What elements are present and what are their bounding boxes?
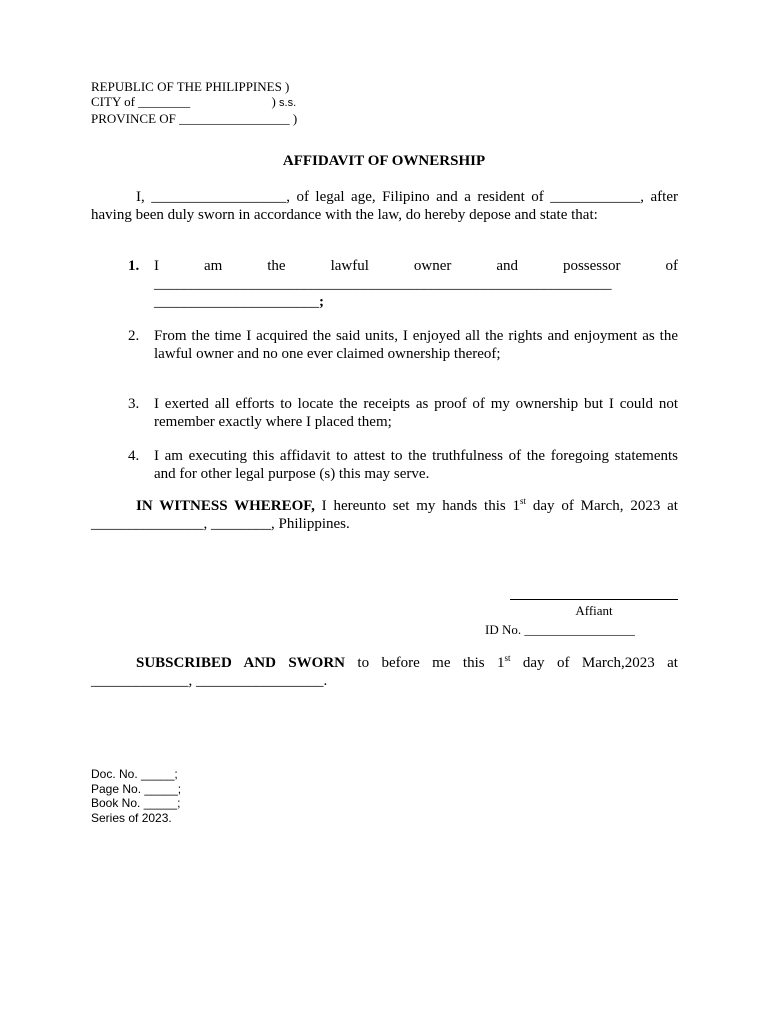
page-number: Page No. _____;: [91, 781, 182, 796]
item-1-word: owner: [413, 258, 452, 274]
item-1-word: the: [267, 258, 286, 274]
book-number: Book No. _____;: [91, 796, 181, 810]
venue-province: PROVINCE OF _________________ ): [91, 111, 298, 126]
item-3-text: I exerted all efforts to locate the receipts as proof of my ownership but I could not remember exactly where I placed them;: [154, 396, 678, 430]
venue-city-spacer: ): [190, 94, 280, 109]
item-1-text: [154, 257, 678, 311]
item-1-word: lawful: [330, 258, 369, 274]
item-3-number: 3.: [128, 396, 140, 412]
item-1-blank-end: [154, 293, 678, 311]
item-1-blank-short: ______________________: [154, 294, 319, 310]
jurat-heading: SUBSCRIBED AND SWORN: [136, 655, 346, 671]
statement-item-1: [128, 257, 678, 311]
jurat-text-a: to before me this 1: [345, 655, 505, 671]
venue-city: [91, 94, 297, 111]
venue-republic: REPUBLIC OF THE PHILIPPINES ): [91, 79, 290, 94]
witness-paragraph: [91, 497, 678, 533]
witness-text-a: I hereunto set my hands this 1: [314, 498, 521, 514]
statement-item-3: [128, 395, 678, 431]
doc-number: Doc. No. _____;: [91, 767, 178, 781]
jurat-ordinal: st: [504, 653, 511, 663]
witness-heading: IN WITNESS WHEREOF,: [136, 498, 315, 514]
affiant-label: Affiant: [575, 603, 613, 618]
statement-item-2: [128, 327, 678, 363]
witness-text-b: day of March, 2023 at _______________, ________, Philippines.: [91, 498, 678, 532]
item-1-word: possessor: [562, 258, 621, 274]
item-1-first-line: [154, 257, 678, 275]
venue-block: [91, 79, 297, 126]
venue-city-label: CITY of ________: [91, 94, 191, 109]
item-2-number: 2.: [128, 328, 140, 344]
intro-paragraph: I, __________________, of legal age, Filipino and a resident of ____________, after having been duly sworn in accordance with the law, do hereby depose and state that:: [91, 189, 678, 223]
item-4-number: 4.: [128, 448, 140, 464]
id-number-field: ID No. _________________: [485, 622, 635, 637]
jurat-paragraph: [91, 654, 678, 690]
statement-item-4: [128, 447, 678, 483]
signature-line: [510, 599, 678, 600]
item-1-blank-line: _____________________________________________________________: [154, 276, 612, 292]
item-1-word: of: [665, 258, 678, 274]
venue-ss: s.s.: [279, 97, 297, 109]
document-title: AFFIDAVIT OF OWNERSHIP: [282, 153, 486, 169]
item-4-text: I am executing this affidavit to attest to the truthfulness of the foregoing statements and for other legal purpose (s) this may serve.: [154, 448, 678, 482]
series-year: Series of 2023.: [91, 810, 172, 825]
item-1-number: 1.: [128, 258, 140, 274]
item-1-word: I: [154, 258, 159, 274]
notarial-register: [91, 767, 181, 825]
item-2-text: From the time I acquired the said units, I enjoyed all the rights and enjoyment as the lawful owner and no one ever claimed ownership thereof;: [154, 328, 678, 362]
item-1-semicolon: ;: [319, 294, 324, 310]
item-1-word: am: [203, 258, 223, 274]
jurat-text-b: day of March,2023 at _____________, _________________.: [91, 655, 678, 689]
item-1-word: and: [496, 258, 518, 274]
witness-ordinal: st: [520, 496, 527, 506]
